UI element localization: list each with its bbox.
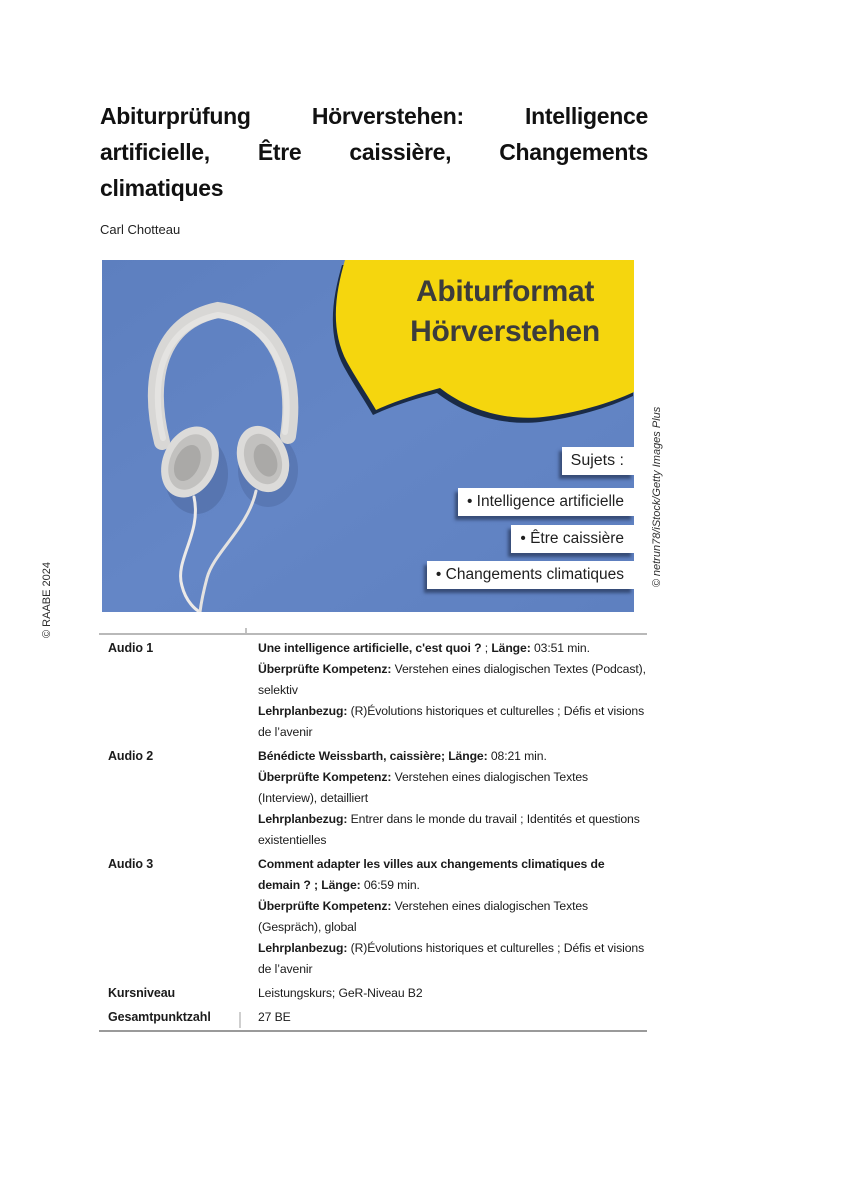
table-text: 03:51 min. [530,641,590,655]
table-text-bold: Comment adapter les villes aux changements climatiques de demain ? ; Länge: [258,857,605,892]
topic-box-changements-climatiques: • Changements climatiques [427,561,634,589]
table-row [99,746,647,851]
table-row [99,1007,647,1028]
table-row-label: Audio 3 [108,857,154,871]
table-paragraph [258,746,647,767]
bubble-line-2: Hörverstehen [410,315,600,348]
author-name: Carl Chotteau [100,222,181,237]
table-paragraph [258,809,647,851]
table-text-bold: Lehrplanbezug: [258,941,348,955]
table-paragraph [258,983,647,1004]
table-text: (R)Évolutions historiques et culturelles ; Défis et visions de l’avenir [258,941,645,976]
table-row-content [258,1007,647,1028]
table-paragraph [258,896,647,938]
table-divider-tick-top [245,628,247,633]
table-paragraph [258,1007,647,1028]
table-row-label: Audio 1 [108,641,154,655]
table-row-content [258,854,647,980]
table-paragraph [258,938,647,980]
table-paragraph [258,638,647,659]
table-paragraph [258,767,647,809]
table-row [99,983,647,1004]
table-row [99,638,647,743]
table-text: (R)Évolutions historiques et culturelles ; Défis et visions de l’avenir [258,704,645,739]
bubble-line-1: Abiturformat [415,275,595,308]
table-row-content [258,746,647,851]
table-row-content [258,983,647,1004]
table-text: 08:21 min. [487,749,547,763]
table-text: 27 BE [258,1010,291,1024]
table-row [99,854,647,980]
table-divider-tick-bottom [239,1012,241,1028]
page-title [100,98,648,206]
table-text-bold: Überprüfte Kompetenz: [258,662,392,676]
table-text-bold: Une intelligence artificielle, c'est quoi ? [258,641,482,655]
table-text-bold: Lehrplanbezug: [258,704,348,718]
table-paragraph [258,854,647,896]
topic-box-intelligence-artificielle: • Intelligence artificielle [458,488,634,516]
table-text-bold: Lehrplanbezug: [258,812,348,826]
page-title-line-2: artificielle, Être caissière, Changements [100,139,648,165]
table-text: Entrer dans le monde du travail ; Identités et questions existentielles [258,812,640,847]
table-row-content [258,638,647,743]
table-text-bold: Überprüfte Kompetenz: [258,770,392,784]
table-paragraph [258,659,647,701]
table-paragraph [258,701,647,743]
info-table-body [99,638,647,1028]
topic-box-etre-caissiere: • Être caissière [511,525,634,553]
table-text: ; [481,641,492,655]
hero-image [102,260,634,612]
page-title-line-1: Abiturprüfung Hörverstehen: Intelligence [100,103,648,129]
table-row-label: Audio 2 [108,749,154,763]
info-table [99,633,647,1032]
table-text: 06:59 min. [360,878,420,892]
table-text: Verstehen eines dialogischen Textes (Interview), detailliert [258,770,589,805]
table-text: Leistungskurs; GeR-Niveau B2 [258,986,423,1000]
page-title-line-3: climatiques [100,175,224,201]
speech-bubble-text [374,272,634,352]
image-credit: © netrun78/iStock/Getty Images Plus [651,406,663,588]
table-text: Verstehen eines dialogischen Textes (Podcast), selektiv [258,662,646,697]
publisher-credit: © RAABE 2024 [41,562,53,638]
table-text: Verstehen eines dialogischen Textes (Gespräch), global [258,899,589,934]
table-text-bold: Bénédicte Weissbarth, caissière; Länge: [258,749,488,763]
table-text-bold: Überprüfte Kompetenz: [258,899,392,913]
table-row-label: Kursniveau [108,986,176,1000]
table-row-label: Gesamtpunktzahl [108,1010,211,1024]
table-text-bold: Länge: [491,641,531,655]
topic-box-sujets: Sujets : [562,447,634,475]
